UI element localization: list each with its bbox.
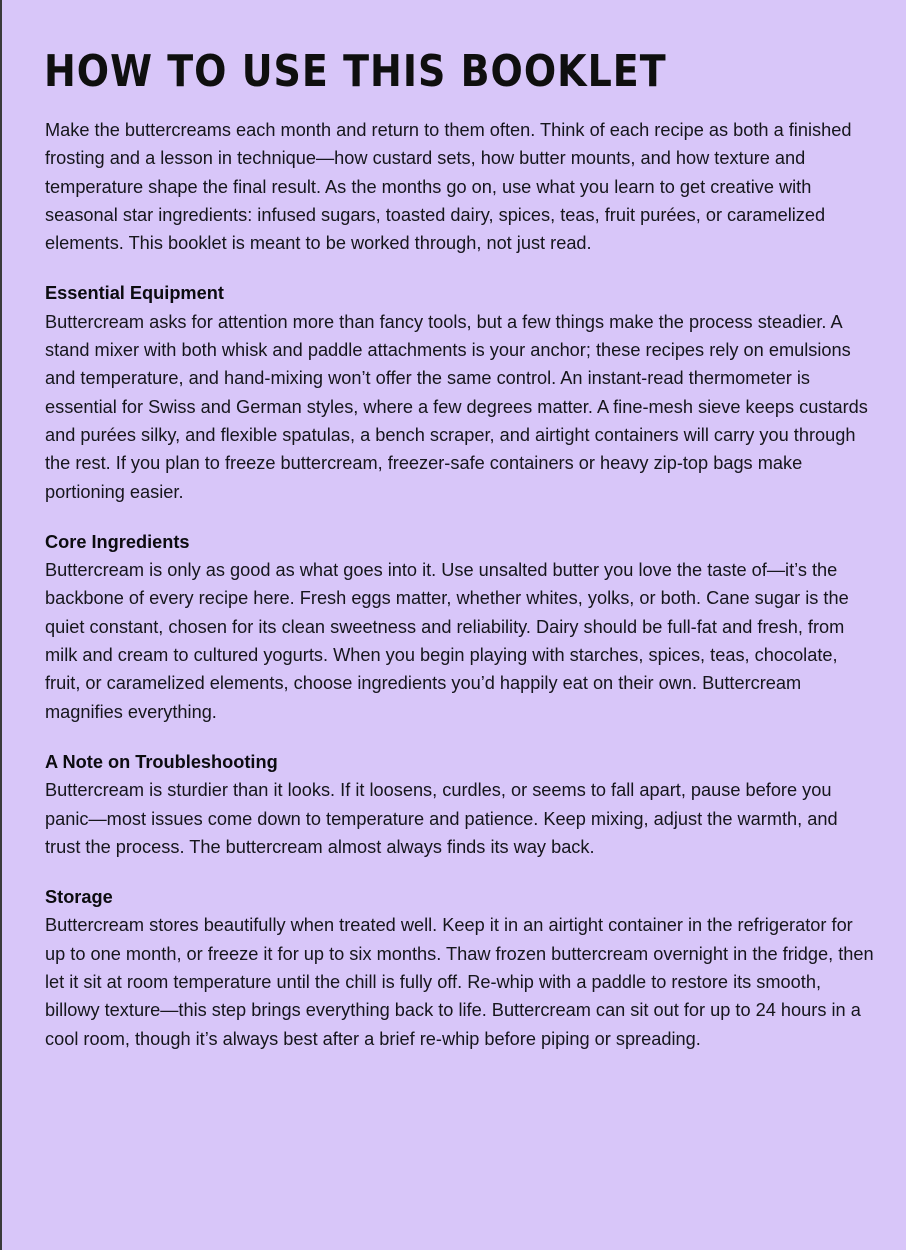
section-storage [45,883,875,1053]
page-content [45,116,875,1075]
section-heading: A Note on Troubleshooting [45,751,278,772]
section-body: Buttercream asks for attention more than fancy tools, but a few things make the process steadier. A stand mixer with both whisk and paddle attachments is your anchor; these recipes rely on emulsions and temperature, and hand-mixing won’t offer the same control. An instant-read thermometer is essential for Swiss and German styles, where a few degrees matter. A fine-mesh sieve keeps custards and purées silky, and flexible spatulas, a bench scraper, and airtight containers will carry you through the rest. If you plan to freeze buttercream, freezer-safe containers or heavy zip-top bags make portioning easier. [45,311,868,502]
section-troubleshooting [45,748,875,861]
section-body: Buttercream is only as good as what goes into it. Use unsalted butter you love the taste of—it’s the backbone of every recipe here. Fresh eggs matter, whether whites, yolks, or both. Cane sugar is the quiet constant, chosen for its clean sweetness and reliability. Dairy should be full-fat and fresh, from milk and cream to cultured yogurts. When you begin playing with starches, spices, teas, chocolate, fruit, or caramelized elements, choose ingredients you’d happily eat on their own. Buttercream magnifies everything. [45,560,849,722]
section-heading: Storage [45,887,113,908]
page-title: HOW TO USE THIS BOOKLET [44,45,667,97]
section-heading: Essential Equipment [45,283,224,304]
intro-paragraph: Make the buttercreams each month and return to them often. Think of each recipe as both a finished frosting and a lesson in technique—how custard sets, how butter mounts, and how texture and temperature shape the final result. As the months go on, use what you learn to get creative with seasonal star ingredients: infused sugars, toasted dairy, spices, teas, fruit purées, or caramelized elements. This booklet is meant to be worked through, not just read. [45,120,852,254]
section-core-ingredients [45,528,875,726]
section-essential-equipment [45,279,875,505]
section-body: Buttercream stores beautifully when treated well. Keep it in an airtight container in the refrigerator for up to one month, or freeze it for up to six months. Thaw frozen buttercream overnight in the fridge, then let it sit at room temperature until the chill is fully off. Re-whip with a paddle to restore its smooth, billowy texture—this step brings everything back to life. Buttercream can sit out for up to 24 hours in a cool room, though it’s always best after a brief re-whip before piping or spreading. [45,915,874,1049]
section-heading: Core Ingredients [45,531,190,552]
section-body: Buttercream is sturdier than it looks. If it loosens, curdles, or seems to fall apart, pause before you panic—most issues come down to temperature and patience. Keep mixing, adjust the warmth, and trust the process. The buttercream almost always finds its way back. [45,780,838,857]
